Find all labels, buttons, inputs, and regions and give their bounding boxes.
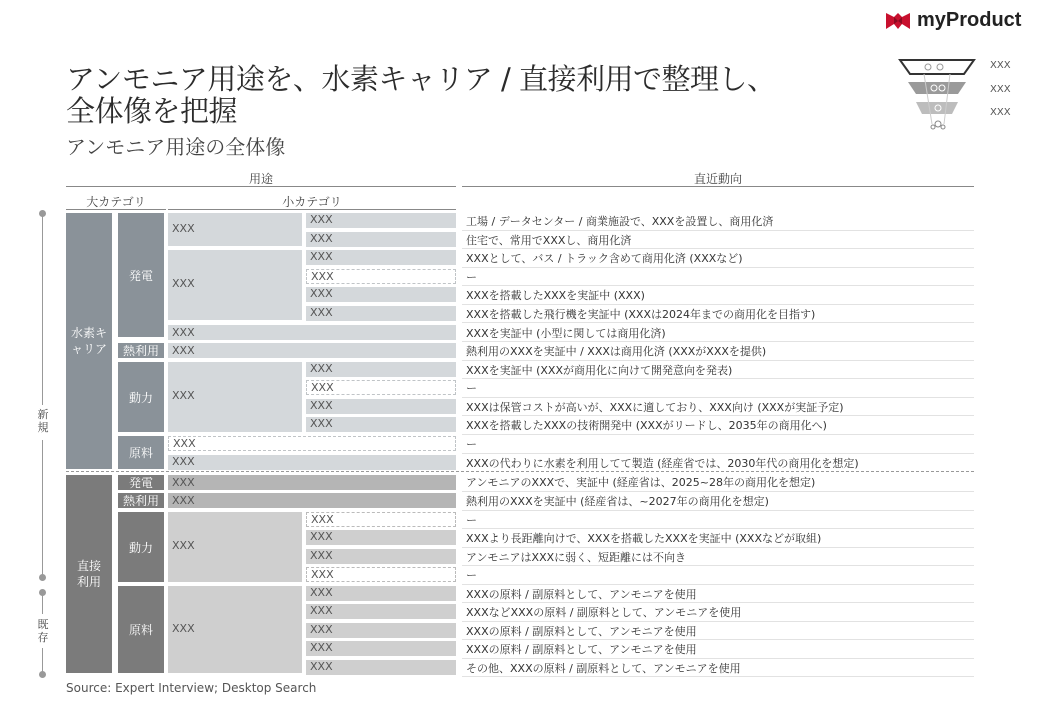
trend-text: XXXを搭載したXXXの技術開発中 (XXXがリードし、2035年の商用化へ)	[466, 419, 827, 432]
title-line-2: 全体像を把握	[66, 94, 238, 128]
sub-category: XXX	[168, 493, 456, 508]
row-divider	[462, 584, 974, 585]
category-motive-direct: 動力	[118, 512, 164, 582]
sub-category: XXX	[168, 250, 302, 320]
major-direct-use-label: 直接利用	[76, 559, 101, 589]
row-divider	[462, 322, 974, 323]
header-divider	[462, 186, 974, 187]
trend-text: XXXの原料 / 副原料として、アンモニアを使用	[466, 643, 697, 656]
sub-item: XXX	[306, 213, 456, 228]
row-divider	[462, 397, 974, 398]
trend-text: XXXの原料 / 副原料として、アンモニアを使用	[466, 588, 697, 601]
sub-item: XXX	[306, 623, 456, 638]
sub-item: XXX	[306, 604, 456, 619]
trend-text: XXXなどXXXの原料 / 副原料として、アンモニアを使用	[466, 606, 742, 619]
sub-item: XXX	[168, 455, 456, 470]
row-divider	[462, 676, 974, 677]
row-divider	[462, 602, 974, 603]
row-divider	[462, 453, 974, 454]
source-note: Source: Expert Interview; Desktop Search	[66, 681, 317, 695]
trend-text: アンモニアはXXXに弱く、短距離には不向き	[466, 551, 686, 564]
row-divider	[462, 547, 974, 548]
major-hydrogen-carrier-label: 水素キャリア	[71, 326, 108, 356]
trend-text: 熱利用のXXXを実証中 (経産省は、~2027年の商用化を想定)	[466, 495, 769, 508]
header-divider	[66, 186, 456, 187]
column-header-major: 大カテゴリ	[86, 195, 146, 209]
row-divider	[462, 434, 974, 435]
timeline-line	[42, 440, 43, 578]
row-divider	[462, 378, 974, 379]
trend-text: XXXとして、バス / トラック含めて商用化済 (XXXなど)	[466, 252, 743, 265]
title-line-1: アンモニア用途を、水素キャリア / 直接利用で整理し、	[66, 62, 776, 96]
sub-item: XXX	[306, 362, 456, 377]
row-divider	[462, 491, 974, 492]
row-divider	[462, 528, 974, 529]
sub-item: XXX	[306, 530, 456, 545]
trend-text: XXXの原料 / 副原料として、アンモニアを使用	[466, 625, 697, 638]
trend-text: ー	[466, 514, 477, 527]
layer-pyramid-icon	[888, 52, 988, 134]
category-feedstock-direct: 原料	[118, 586, 164, 673]
category-feedstock: 原料	[118, 436, 164, 469]
sub-item: XXX	[168, 436, 456, 451]
sub-category: XXX	[168, 343, 456, 358]
sub-item: XXX	[306, 641, 456, 656]
sub-item: XXX	[306, 380, 456, 395]
label-new: 新規	[37, 408, 49, 434]
layer-label-2: XXX	[990, 84, 1011, 95]
timeline-dot	[39, 574, 46, 581]
trend-text: ー	[466, 438, 477, 451]
sub-item: XXX	[306, 287, 456, 302]
row-divider	[462, 267, 974, 268]
label-existing: 既存	[37, 618, 49, 644]
row-divider	[462, 639, 974, 640]
trend-text: XXXを搭載したXXXを実証中 (XXX)	[466, 289, 645, 302]
sub-category: XXX	[168, 362, 302, 432]
row-divider	[462, 230, 974, 231]
major-direct-use	[66, 475, 112, 673]
timeline-line	[42, 213, 43, 405]
sub-item: XXX	[306, 567, 456, 582]
sub-category: XXX	[168, 586, 302, 673]
category-power: 発電	[118, 213, 164, 337]
layer-label-1: XXX	[990, 60, 1011, 71]
sub-item: XXX	[306, 269, 456, 284]
logo	[885, 9, 1021, 32]
trend-text: XXXを実証中 (XXXが商用化に向けて開発意向を発表)	[466, 364, 733, 377]
row-divider	[462, 304, 974, 305]
row-divider	[462, 248, 974, 249]
timeline-dot	[39, 210, 46, 217]
trend-text: XXXは保管コストが高いが、XXXに適しており、XXX向け (XXXが実証予定)	[466, 401, 844, 414]
timeline-dot	[39, 671, 46, 678]
timeline-line	[42, 648, 43, 672]
row-divider	[462, 621, 974, 622]
sub-category: XXX	[168, 213, 302, 246]
sub-category: XXX	[168, 512, 302, 582]
layer-label-3: XXX	[990, 107, 1011, 118]
trend-text: 住宅で、常用でXXXし、商用化済	[466, 234, 632, 247]
trend-text: XXXを搭載した飛行機を実証中 (XXXは2024年までの商用化を目指す)	[466, 308, 816, 321]
category-heat: 熱利用	[118, 343, 164, 358]
sub-item: XXX	[306, 660, 456, 675]
sub-category: XXX	[168, 325, 456, 340]
section-divider	[66, 471, 974, 472]
row-divider	[462, 565, 974, 566]
trend-text: ー	[466, 271, 477, 284]
trend-text: ー	[466, 569, 477, 582]
sub-item: XXX	[306, 306, 456, 321]
column-header-usage: 用途	[248, 172, 273, 186]
sub-item: XXX	[306, 512, 456, 527]
column-header-trend: 直近動向	[693, 172, 742, 186]
trend-text: 工場 / データセンター / 商業施設で、XXXを設置し、商用化済	[466, 215, 774, 228]
column-header-minor: 小カテゴリ	[282, 195, 342, 209]
sub-category: XXX	[168, 475, 456, 490]
trend-text: XXXより長距離向けで、XXXを搭載したXXXを実証中 (XXXなどが取組)	[466, 532, 822, 545]
sub-item: XXX	[306, 417, 456, 432]
row-divider	[462, 285, 974, 286]
sub-item: XXX	[306, 549, 456, 564]
header-divider	[168, 209, 456, 210]
trend-text: その他、XXXの原料 / 副原料として、アンモニアを使用	[466, 662, 741, 675]
trend-text: ー	[466, 382, 477, 395]
trend-text: XXXの代わりに水素を利用してて製造 (経産省では、2030年代の商用化を想定)	[466, 457, 859, 470]
category-power-direct: 発電	[118, 475, 164, 490]
row-divider	[462, 341, 974, 342]
category-motive: 動力	[118, 362, 164, 432]
sub-item: XXX	[306, 232, 456, 247]
logo-text: myProduct	[917, 9, 1022, 31]
trend-text: 熱利用のXXXを実証中 / XXXは商用化済 (XXXがXXXを提供)	[466, 345, 767, 358]
trend-text: アンモニアのXXXで、実証中 (経産省は、2025~28年の商用化を想定)	[466, 476, 816, 489]
major-hydrogen-carrier	[66, 213, 112, 469]
page-subtitle: アンモニア用途の全体像	[66, 135, 286, 159]
row-divider	[462, 510, 974, 511]
page-title	[66, 63, 776, 127]
row-divider	[462, 658, 974, 659]
sub-item: XXX	[306, 586, 456, 601]
category-heat-direct: 熱利用	[118, 493, 164, 508]
trend-text: XXXを実証中 (小型に関しては商用化済)	[466, 327, 666, 340]
header-divider	[66, 209, 166, 210]
timeline-dot	[39, 589, 46, 596]
row-divider	[462, 415, 974, 416]
row-divider	[462, 360, 974, 361]
brand-mark-icon	[885, 12, 911, 30]
sub-item: XXX	[306, 250, 456, 265]
sub-item: XXX	[306, 399, 456, 414]
